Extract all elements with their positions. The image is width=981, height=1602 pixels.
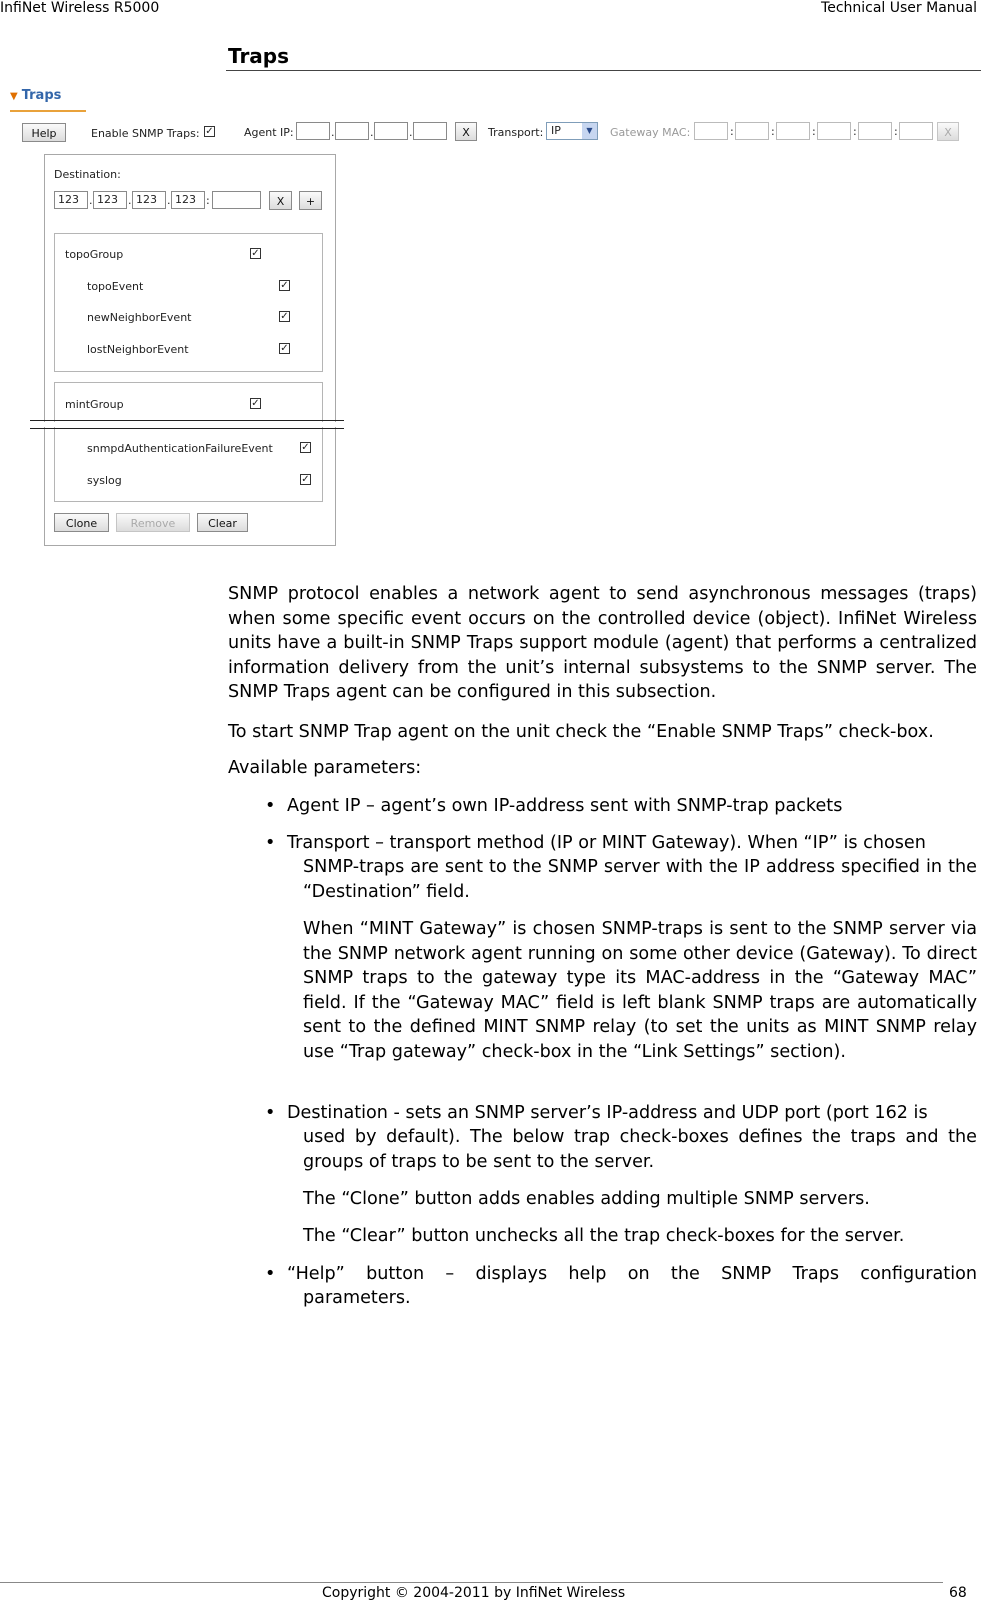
clear-button[interactable]: Clear <box>197 513 248 532</box>
traps-panel-header[interactable] <box>10 88 61 103</box>
bullet-text: “Help” button – displays help on the SNMP Traps configuration <box>287 1264 977 1284</box>
topo-event-checkbox[interactable]: ✓ <box>280 280 289 291</box>
mac-colon: : <box>812 125 816 138</box>
chevron-down-icon: ▼ <box>582 123 597 139</box>
mac-colon: : <box>894 125 898 138</box>
available-parameters-heading: Available parameters: <box>228 758 422 778</box>
title-rule <box>226 70 981 71</box>
destination-octet-1[interactable]: 123 <box>54 191 88 209</box>
trap-name: newNeighborEvent <box>87 311 192 324</box>
ip-dot: . <box>167 194 171 207</box>
intro-paragraph: SNMP protocol enables a network agent to send asynchronous messages (traps) when some specific event occurs on the controlled device (object). InfiNet Wireless units have a built-in SNMP Traps support module (agent) that performs a centralized information delivery from the unit’s internal subsystems to the SNMP server. The SNMP Traps agent can be configured in this subsection. <box>228 584 977 702</box>
transport-value: IP <box>551 124 561 137</box>
footer-rule <box>0 1582 943 1583</box>
ip-dot: . <box>370 126 374 139</box>
panel-title-underline <box>10 110 86 112</box>
mac-colon: : <box>730 125 734 138</box>
trap-name: topoEvent <box>87 280 144 293</box>
bullet-icon: • <box>265 1103 276 1123</box>
group-name-mint: mintGroup <box>65 398 124 411</box>
gateway-mac-clear-button[interactable]: X <box>937 122 959 141</box>
mint-group-checkbox[interactable]: ✓ <box>251 398 260 409</box>
cut-gap <box>30 422 344 427</box>
enable-instruction: To start SNMP Trap agent on the unit check the “Enable SNMP Traps” check-box. <box>228 722 934 742</box>
help-button[interactable]: Help <box>22 123 66 142</box>
enable-snmp-traps-label: Enable SNMP Traps: <box>91 127 200 140</box>
destination-octet-4[interactable]: 123 <box>171 191 205 209</box>
collapse-triangle-icon[interactable]: ▼ <box>10 91 18 102</box>
trap-name: syslog <box>87 474 122 487</box>
ip-dot: . <box>409 126 413 139</box>
snmpd-auth-failure-checkbox[interactable]: ✓ <box>301 442 310 453</box>
bullet-icon: • <box>265 796 276 816</box>
bullet-transport-continued: SNMP-traps are sent to the SNMP server with the IP address specified in the “Destination” field. <box>303 857 977 902</box>
section-title: Traps <box>228 44 290 68</box>
new-neighbor-event-checkbox[interactable]: ✓ <box>280 311 289 322</box>
gateway-mac-octet-1[interactable] <box>694 122 728 140</box>
enable-snmp-traps-checkbox[interactable]: ✓ <box>205 126 214 137</box>
footer-copyright: Copyright © 2004-2011 by InfiNet Wireless <box>322 1585 626 1601</box>
bullet-text: Transport – transport method (IP or MINT Gateway). When “IP” is chosen <box>287 833 926 853</box>
header-manual-title: Technical User Manual <box>821 0 977 16</box>
syslog-checkbox[interactable]: ✓ <box>301 474 310 485</box>
gateway-mac-octet-4[interactable] <box>817 122 851 140</box>
mint-gateway-paragraph: When “MINT Gateway” is chosen SNMP-traps is sent to the SNMP server via the SNMP network agent running on some other device (Gateway). To direct SNMP traps to the gateway type its MAC-address in the “Gateway MAC” field. If the “Gateway MAC” field is left blank SNMP traps are automatically sent to the defined MINT SNMP relay (to set the units as MINT SNMP relay use “Trap gateway” check-box in the “Link Settings” section). <box>303 919 977 1062</box>
destination-port[interactable] <box>212 191 261 209</box>
port-colon: : <box>206 194 210 207</box>
traps-config-panel <box>0 80 981 560</box>
gateway-mac-octet-2[interactable] <box>735 122 769 140</box>
agent-ip-clear-button[interactable]: X <box>455 122 477 141</box>
agent-ip-octet-3[interactable] <box>374 122 408 140</box>
gateway-mac-octet-6[interactable] <box>899 122 933 140</box>
agent-ip-octet-1[interactable] <box>296 122 330 140</box>
lost-neighbor-event-checkbox[interactable]: ✓ <box>280 343 289 354</box>
clone-button-description: The “Clone” button adds enables adding multiple SNMP servers. <box>303 1189 870 1209</box>
destination-clear-button[interactable]: X <box>269 191 292 210</box>
agent-ip-octet-4[interactable] <box>413 122 447 140</box>
bullet-icon: • <box>265 833 276 853</box>
traps-panel-title: Traps <box>21 88 62 103</box>
bullet-icon: • <box>265 1264 276 1284</box>
ip-dot: . <box>128 194 132 207</box>
transport-label: Transport: <box>488 126 544 139</box>
ip-dot: . <box>331 126 335 139</box>
cut-line <box>30 420 344 421</box>
mac-colon: : <box>853 125 857 138</box>
transport-select[interactable] <box>546 122 598 140</box>
ip-dot: . <box>89 194 93 207</box>
bullet-text: Destination - sets an SNMP server’s IP-address and UDP port (port 162 is <box>287 1103 928 1123</box>
trap-name: lostNeighborEvent <box>87 343 189 356</box>
destination-add-button[interactable]: + <box>299 191 322 210</box>
agent-ip-octet-2[interactable] <box>335 122 369 140</box>
agent-ip-label: Agent IP: <box>244 126 294 139</box>
bullet-text: Agent IP – agent’s own IP-address sent with SNMP-trap packets <box>287 796 843 816</box>
page-number: 68 <box>949 1585 967 1601</box>
gateway-mac-octet-5[interactable] <box>858 122 892 140</box>
gateway-mac-label: Gateway MAC: <box>610 126 691 139</box>
destination-octet-3[interactable]: 123 <box>132 191 166 209</box>
topo-group-checkbox[interactable]: ✓ <box>251 248 260 259</box>
destination-label: Destination: <box>54 168 121 181</box>
remove-button[interactable]: Remove <box>116 513 190 532</box>
trap-name: snmpdAuthenticationFailureEvent <box>87 442 273 455</box>
bullet-help-continued: parameters. <box>303 1288 411 1308</box>
cut-line <box>30 428 344 429</box>
header-product: InfiNet Wireless R5000 <box>0 0 160 16</box>
group-name-topo: topoGroup <box>65 248 124 261</box>
mac-colon: : <box>771 125 775 138</box>
clone-button[interactable]: Clone <box>54 513 109 532</box>
destination-octet-2[interactable]: 123 <box>93 191 127 209</box>
gateway-mac-octet-3[interactable] <box>776 122 810 140</box>
bullet-destination-continued: used by default). The below trap check-boxes defines the traps and the groups of traps to be sent to the server. <box>303 1127 977 1172</box>
clear-button-description: The “Clear” button unchecks all the trap check-boxes for the server. <box>303 1226 905 1246</box>
